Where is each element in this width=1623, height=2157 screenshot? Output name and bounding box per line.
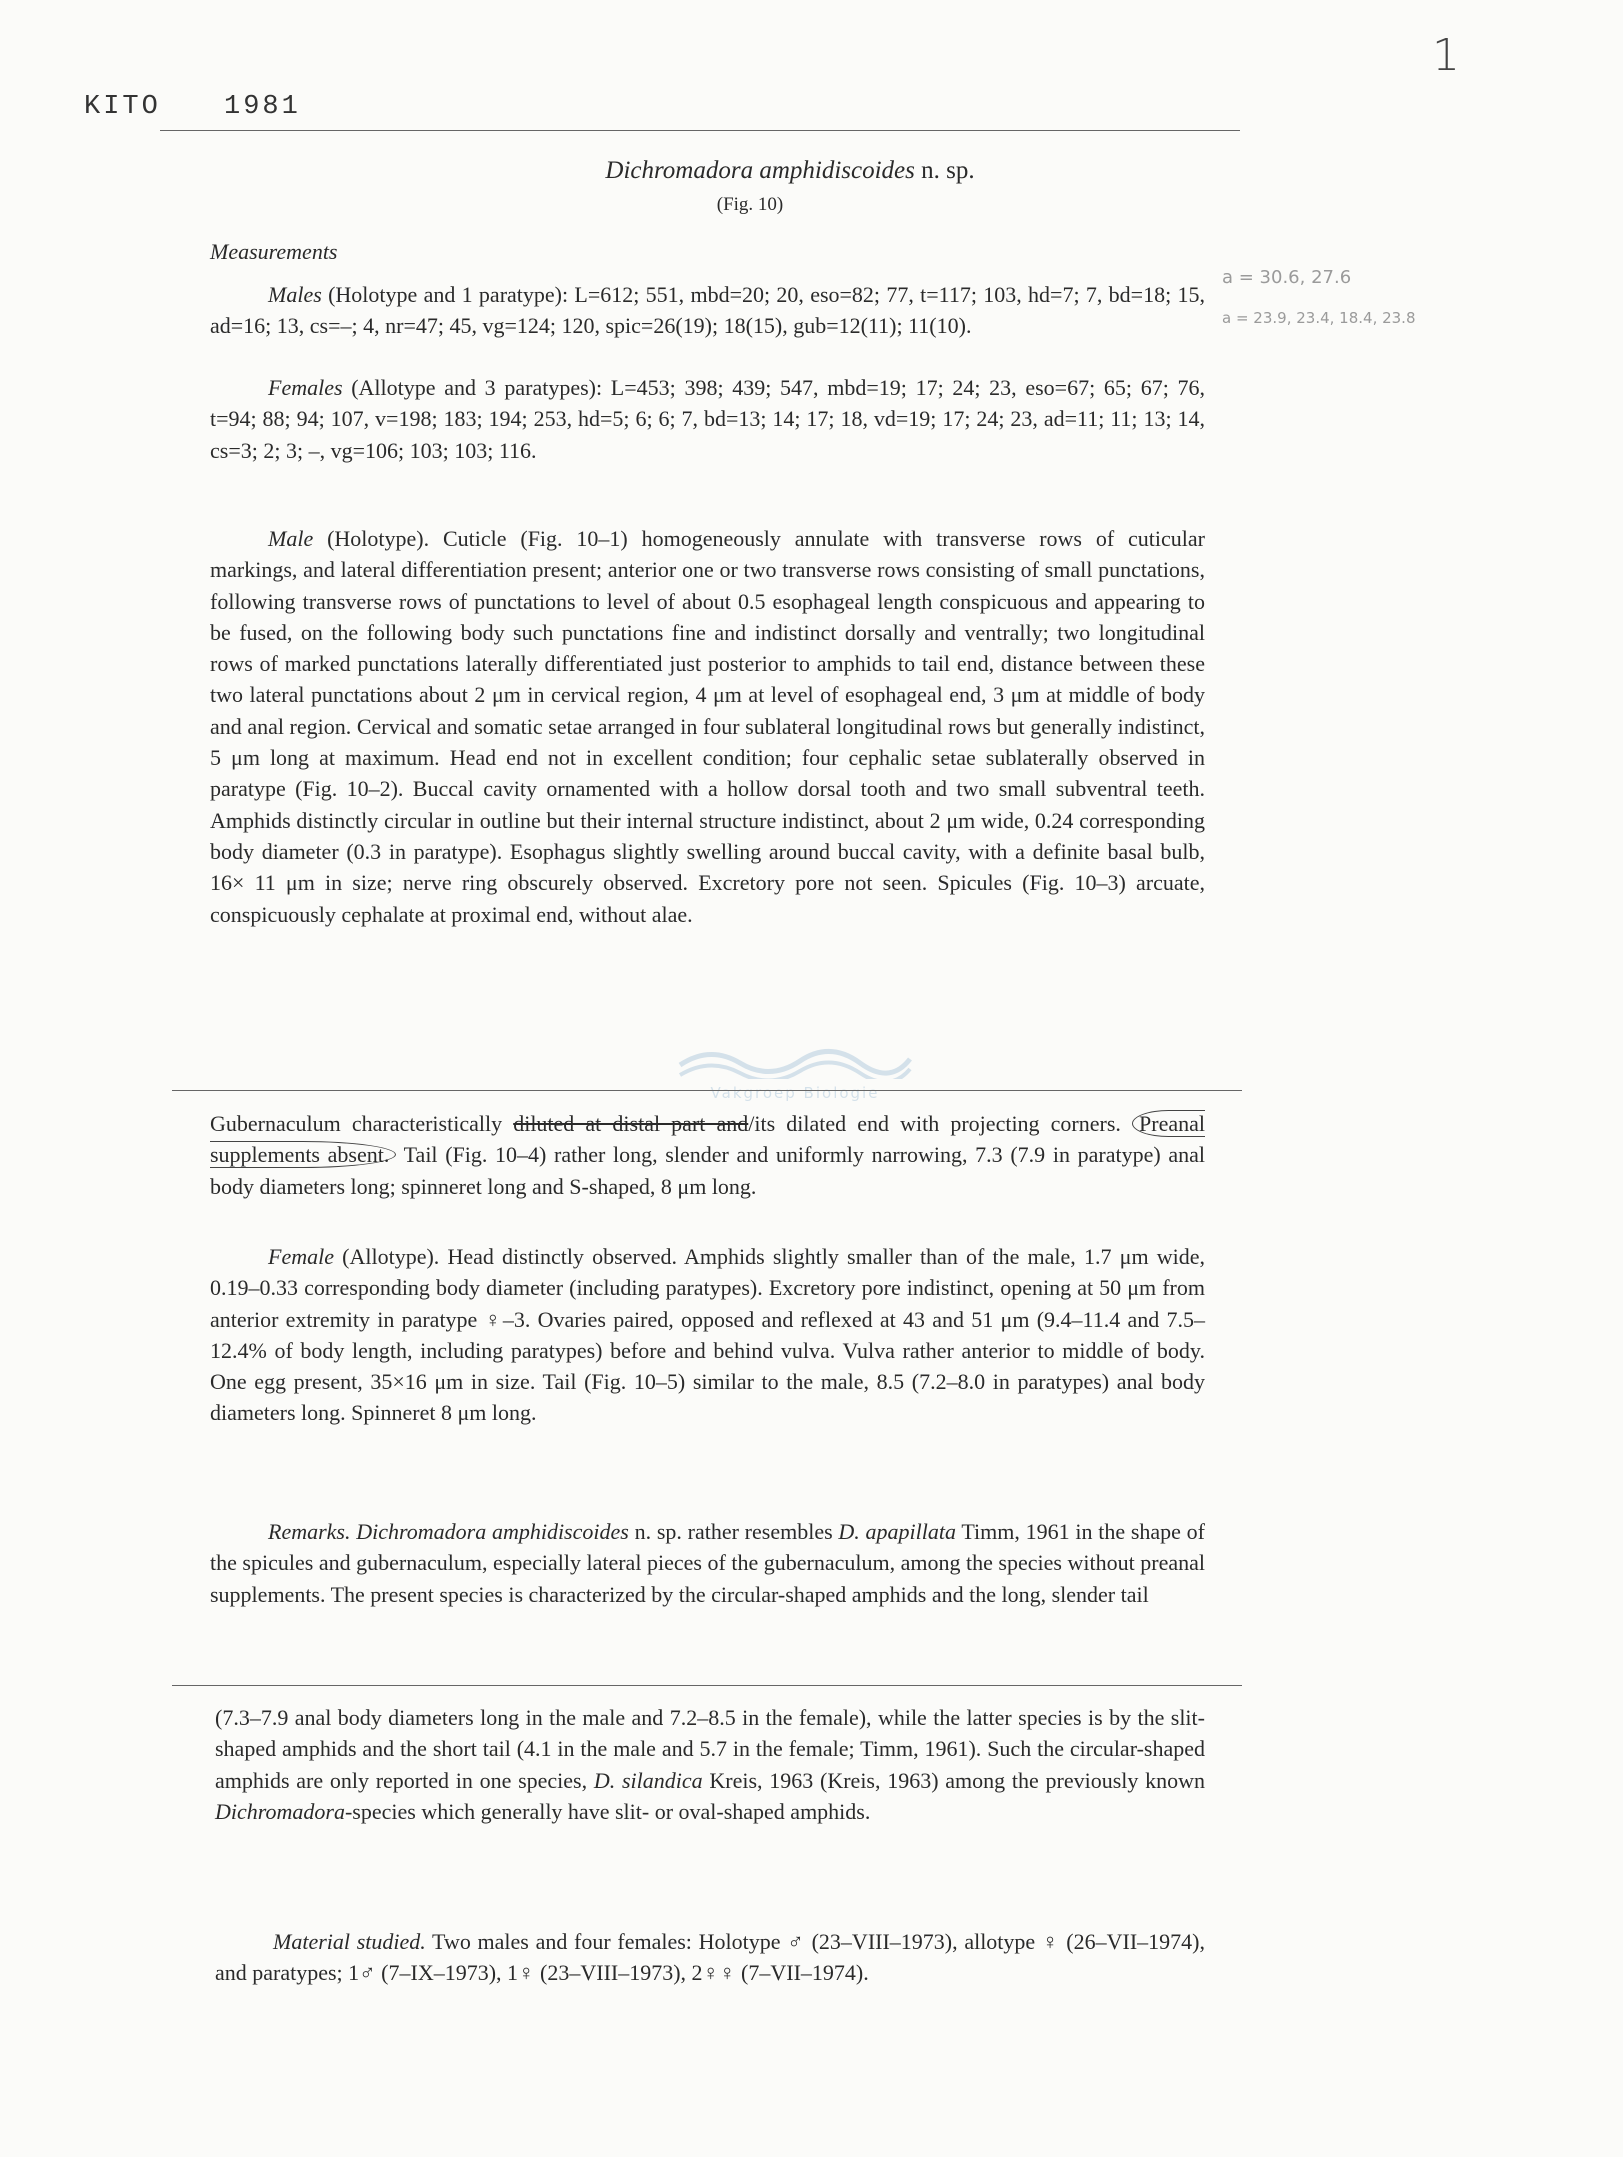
library-stamp xyxy=(670,1035,920,1105)
page-number: 1 xyxy=(1432,30,1460,81)
remarks-cont-species-1: D. silandica xyxy=(593,1767,703,1793)
gubernaculum-description xyxy=(210,1108,1205,1202)
males-measurements xyxy=(210,279,1205,342)
figure-reference: (Fig. 10) xyxy=(716,194,784,215)
remarks-cont-text-3: -species which generally have slit- or oval-shaped amphids. xyxy=(344,1798,871,1824)
stamp-text: Vakgroep Biologie xyxy=(710,1084,880,1102)
remarks-paragraph xyxy=(210,1516,1205,1610)
species-title xyxy=(380,157,1200,185)
remarks-cont-species-2: Dichromadora xyxy=(215,1798,345,1824)
remarks-cont-text-2: Kreis, 1963 (Kreis, 1963) among the previously known xyxy=(702,1767,1205,1793)
gubernaculum-start: Gubernaculum characteristically xyxy=(210,1111,514,1136)
remarks-label: Remarks. xyxy=(268,1519,351,1544)
handwritten-note-1: a = 30.6, 27.6 xyxy=(1222,267,1352,288)
remarks-text-1: n. sp. rather resembles xyxy=(628,1519,839,1544)
species-suffix: n. sp. xyxy=(914,157,975,184)
remarks-species-2: D. apapillata xyxy=(838,1519,956,1544)
female-text: (Allotype). Head distinctly observed. Amphids slightly smaller than of the male, 1.7 μm wide, 0.19–0.33 corresponding body diameter (including paratypes). Excretory pore indistinct, opening at 50 μm from anterior extremity in paratype ♀–3. Ovaries paired, opposed and reflexed at 43 and 51 μm (9.4–11.4 and 7.5–12.4% of body length, including paratypes) before and behind vulva. Vulva rather anterior to middle of body. One egg present, 35×16 μm in size. Tail (Fig. 10–5) similar to the male, 8.5 (7.2–8.0 in paratypes) anal body diameters long. Spinneret 8 μm long. xyxy=(210,1244,1205,1426)
measurements-heading: Measurements xyxy=(210,239,338,264)
running-header-author: KITO xyxy=(84,92,161,122)
stamp-wave-icon xyxy=(670,1035,920,1079)
circled-text: Preanal supplements absent. xyxy=(210,1111,1205,1168)
material-studied xyxy=(215,1926,1205,1989)
female-label: Female xyxy=(268,1244,334,1269)
gubernaculum-rest: Tail (Fig. 10–4) rather long, slender and uniformly narrowing, 7.3 (7.9 in paratype) anal body diameters long; spinneret long and S-shaped, 8 μm long. xyxy=(210,1142,1205,1199)
overwrite-text: /its dilated end with projecting corners. xyxy=(748,1111,1133,1136)
struck-text: diluted at distal part and xyxy=(513,1111,749,1136)
handwritten-note-2: a = 23.9, 23.4, 18.4, 23.8 xyxy=(1222,309,1416,327)
male-label: Male xyxy=(268,526,314,551)
male-text: (Holotype). Cuticle (Fig. 10–1) homogeneously annulate with transverse rows of cuticular markings, and lateral differentiation present; anterior one or two transverse rows consisting of small punctations, following transverse rows of punctations to level of about 0.5 esophageal length conspicuous and appearing to be fused, on the following body such punctations fine and indistinct dorsally and ventrally; two longitudinal rows of marked punctations laterally differentiated just posterior to amphids to tail end, distance between these two lateral punctations about 2 μm in cervical region, 4 μm at level of esophageal end, 3 μm at middle of body and anal region. Cervical and somatic setae arranged in four sublateral longitudinal rows but generally indistinct, 5 μm long at maximum. Head end not in excellent condition; four cephalic setae sublaterally observed in paratype (Fig. 10–2). Buccal cavity ornamented with a hollow dorsal tooth and two small subventral teeth. Amphids distinctly circular in outline but their internal structure indistinct, about 2 μm wide, 0.24 corresponding body diameter (0.3 in paratype). Esophagus slightly swelling around buccal cavity, with a definite basal bulb, 16× 11 μm in size; nerve ring obscurely observed. Excretory pore not seen. Spicules (Fig. 10–3) arcuate, conspicuously cephalate at proximal end, without alae. xyxy=(210,526,1205,927)
running-header-year: 1981 xyxy=(224,92,301,122)
females-text: (Allotype and 3 paratypes): L=453; 398; 439; 547, mbd=19; 17; 24; 23, eso=67; 65; 67; 76, t=94; 88; 94; 107, v=198; 183; 194; 253, hd=5; 6; 6; 7, bd=13; 14; 17; 18, vd=19; 17; 24; 23, ad=11; 11; 13; 14, cs=3; 2; 3; –, vg=106; 103; 103; 116. xyxy=(210,375,1205,463)
remarks-continuation xyxy=(215,1702,1205,1827)
material-label: Material studied. xyxy=(273,1929,426,1954)
header-rule xyxy=(160,130,1240,131)
females-measurements xyxy=(210,372,1205,466)
material-text: Two males and four females: Holotype ♂ (23–VIII–1973), allotype ♀ (26–VII–1974), and paratypes; 1♂ (7–IX–1973), 1♀ (23–VIII–1973), 2♀♀ (7–VII–1974). xyxy=(215,1929,1205,1986)
males-label: Males xyxy=(268,282,322,307)
females-label: Females xyxy=(268,375,343,400)
remarks-species-1: Dichromadora amphidiscoides xyxy=(356,1519,629,1544)
page-break-rule-2 xyxy=(172,1685,1242,1686)
male-description xyxy=(210,523,1205,930)
female-description xyxy=(210,1241,1205,1429)
remarks-cont-text-1: (7.3–7.9 anal body diameters long in the male and 7.2–8.5 in the female), while the latter species is by the slit-shaped amphids and the short tail (4.1 in the male and 5.7 in the female; Timm, 1961). Such the circular-shaped amphids are only reported in one species, xyxy=(215,1705,1205,1793)
species-name: Dichromadora amphidiscoides xyxy=(605,157,915,184)
page-break-rule-1 xyxy=(172,1090,1242,1091)
males-text: (Holotype and 1 paratype): L=612; 551, mbd=20; 20, eso=82; 77, t=117; 103, hd=7; 7, bd=18; 15, ad=16; 13, cs=–; 4, nr=47; 45, vg=124; 120, spic=26(19); 18(15), gub=12(11); 11(10). xyxy=(210,282,1205,339)
remarks-text-2: Timm, 1961 in the shape of the spicules and gubernaculum, especially lateral pieces of the gubernaculum, among the species without preanal supplements. The present species is characterized by the circular-shaped amphids and the long, slender tail xyxy=(210,1519,1206,1607)
